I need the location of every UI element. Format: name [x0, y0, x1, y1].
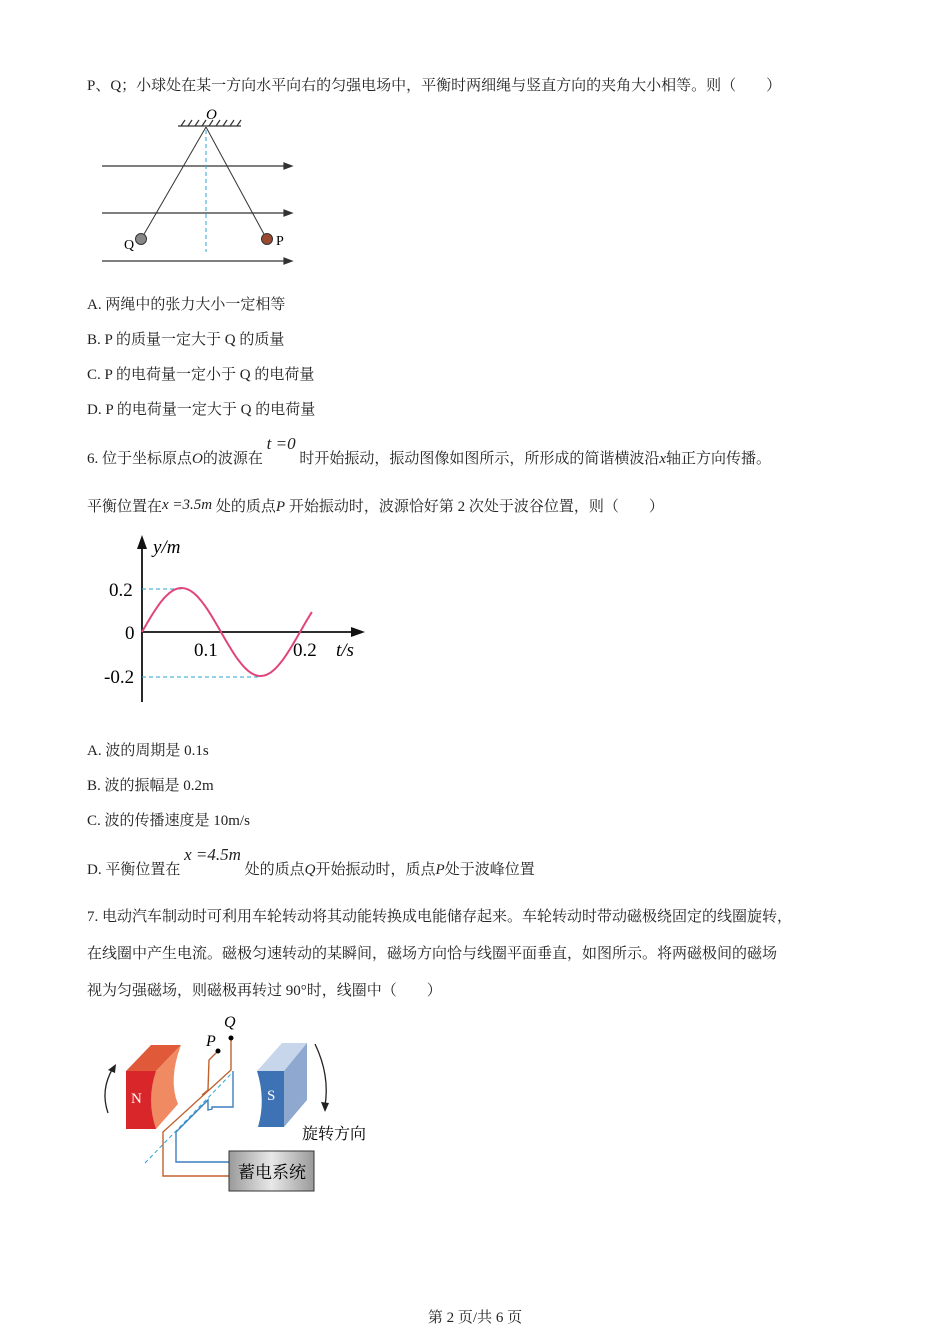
text: 处的质点: [244, 862, 305, 878]
label-P: P: [206, 1033, 216, 1050]
formula-t0: t =0: [266, 434, 296, 453]
rotation-arrow-right-icon: [315, 1044, 326, 1106]
point-Q: [229, 1036, 234, 1041]
point-P: [216, 1049, 221, 1054]
page-footer: 第 2 页/共 6 页: [427, 1310, 523, 1326]
text: 的波源在: [202, 451, 263, 467]
q6-option-b: B. 波的振幅是 0.2m: [87, 778, 214, 794]
q5-stem: P、Q；小球处在某一方向水平向右的匀强电场中，平衡时两细绳与竖直方向的夹角大小相等。则（ ）: [87, 78, 782, 94]
label-N: N: [131, 1091, 142, 1107]
text: 6. 位于坐标原点: [87, 451, 193, 467]
north-magnet: [126, 1045, 181, 1129]
text: 处于波峰位置: [444, 862, 535, 878]
south-magnet: [257, 1043, 307, 1127]
text: 开始振动时，质点: [315, 862, 436, 878]
formula-x35: x =3.5m: [162, 497, 213, 513]
q7-stem-line2: 在线圈中产生电流。磁极匀速转动的某瞬间，磁场方向恰与线圈平面垂直，如图所示。将两磁极间的磁场: [87, 946, 778, 962]
y-tick: 0.2: [109, 580, 133, 601]
label-Q: Q: [124, 238, 135, 253]
q6-option-c: C. 波的传播速度是 10m/s: [87, 813, 250, 829]
x-tick: 0.2: [293, 640, 317, 661]
rotation-direction-label: 旋转方向: [302, 1126, 367, 1143]
q5-option-a: A. 两绳中的张力大小一定相等: [87, 297, 286, 313]
text: 时开始振动，振动图像如图所示，所形成的简谐横波沿: [299, 451, 660, 467]
storage-system-label: 蓄电系统: [238, 1163, 306, 1182]
var-O: O: [192, 451, 203, 467]
text: 处的质点: [215, 499, 276, 515]
q7-stem-line1: 7. 电动汽车制动时可利用车轮转动将其动能转换成电能储存起来。车轮转动时带动磁极绕固定的线圈旋转，: [87, 909, 793, 925]
formula-x45: x =4.5m: [184, 845, 241, 864]
label-S: S: [267, 1088, 276, 1104]
coil-blue: [176, 1071, 233, 1162]
label-O: O: [206, 107, 217, 123]
text: 平衡位置在: [87, 499, 163, 515]
var-P: P: [435, 862, 445, 878]
rotation-arrow-left-icon: [105, 1068, 113, 1113]
q5-option-d: D. P 的电荷量一定大于 Q 的电荷量: [87, 402, 316, 418]
q5-option-c: C. P 的电荷量一定小于 Q 的电荷量: [87, 367, 315, 383]
y-axis-label: y/m: [153, 537, 181, 558]
y-tick: 0: [125, 623, 135, 644]
var-P: P: [275, 499, 286, 515]
var-x: x: [659, 451, 667, 467]
text: 开始振动时，波源恰好第 2 次处于波谷位置，则（ ）: [288, 499, 664, 515]
x-axis-label: t/s: [336, 640, 354, 661]
q6-option-a: A. 波的周期是 0.1s: [87, 743, 209, 759]
y-tick: -0.2: [104, 667, 135, 688]
var-Q: Q: [304, 862, 316, 878]
text: D. 平衡位置在: [87, 862, 181, 878]
q7-stem-line3: 视为匀强磁场，则磁极再转过 90°时，线圈中（ ）: [87, 983, 442, 999]
label-P: P: [276, 234, 284, 249]
q5-option-b: B. P 的质量一定大于 Q 的质量: [87, 332, 285, 348]
x-tick: 0.1: [194, 640, 218, 661]
text: 轴正方向传播。: [666, 451, 772, 467]
label-Q: Q: [224, 1014, 236, 1031]
